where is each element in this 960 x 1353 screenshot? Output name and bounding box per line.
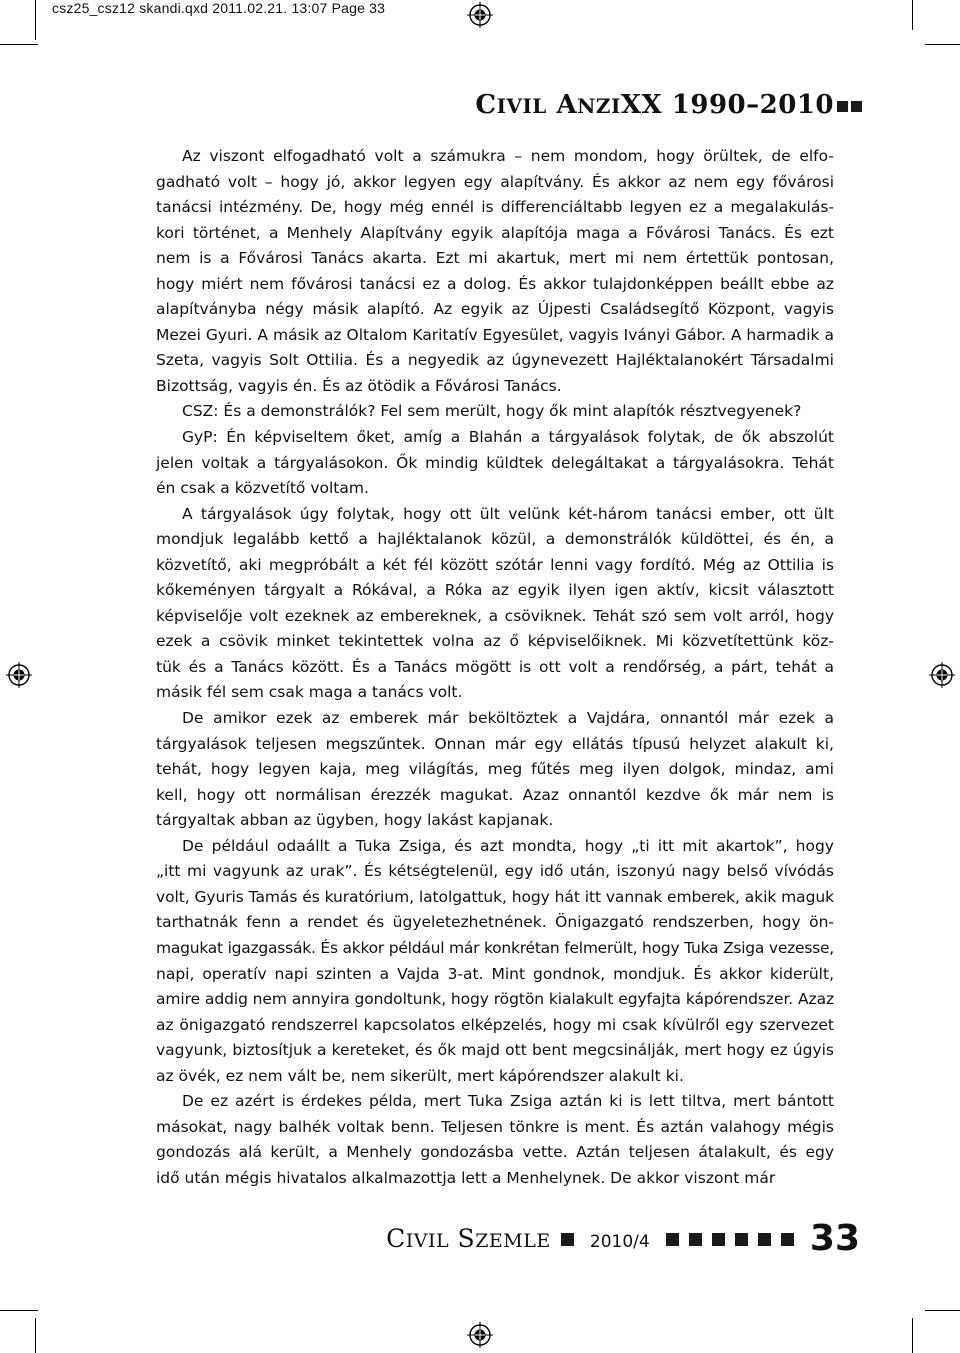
- footer-square-icon: [712, 1233, 725, 1246]
- text-line: közvetítő, aki megpróbált a két fél között szótár lenni vagy fordító. Még az Ottilia is: [156, 555, 834, 574]
- registration-mark-right-icon: [929, 662, 955, 688]
- footer-issue: 2010/4: [589, 1232, 650, 1252]
- text-line: tük és a Tanács között. És a Tanács mögött is ott volt a rendőrség, a párt, tehát a: [156, 657, 834, 676]
- text-line: A tárgyalások úgy folytak, hogy ott ült velünk két-három tanácsi ember, ott ült: [182, 504, 834, 523]
- text-line: tarthatnák fenn a rendet és ügyeletezhetnének. Önigazgató rendszerben, hogy ön-: [156, 913, 834, 932]
- paragraph: [156, 144, 834, 399]
- text-line: magukat igazgassák. És akkor például már konkrétan felmerült, hogy Tuka Zsiga vezesse,: [156, 938, 834, 957]
- text-line: jelen voltak a tárgyalásokon. Ők mindig küldtek delegáltakat a tárgyalásokra. Tehát: [156, 453, 834, 472]
- text-line: tárgyalások teljesen megszűntek. Onnan már egy ellátás típusú helyzet alakult ki,: [156, 734, 834, 753]
- footer-brand: [386, 1224, 551, 1253]
- text-line: gondozás alá került, a Menhely gondozásba vette. Aztán teljesen átalakult, és egy: [156, 1143, 834, 1162]
- text-line: másik fél sem csak maga a tanács volt.: [156, 683, 463, 702]
- text-line: „itt mi vagyunk az urak”. És kétségtelenül, egy idő után, iszonyú nagy belső vívódás: [156, 862, 834, 881]
- text-line: gadható volt – hogy jó, akkor legyen egy alapítvány. És akkor az nem egy fővárosi: [156, 172, 834, 191]
- footer-brand-c: C: [386, 1224, 406, 1253]
- text-line: Szeta, vagyis Solt Ottilia. És a negyedik az úgynevezett Hajléktalanokért Társadalmi: [156, 351, 834, 370]
- header-rest: XX 1990–2010: [620, 90, 834, 120]
- footer-brand-s: S: [457, 1224, 476, 1253]
- text-line: tehát, hogy legyen kaja, meg világítás, meg fűtés meg ilyen dolgok, mindaz, ami: [156, 760, 834, 779]
- text-line: képviselője volt ezeknek az embereknek, a csöviknek. Tehát szó sem volt arról, hogy: [156, 606, 834, 625]
- text-line: az önigazgató rendszerrel kapcsolatos elképzelés, hogy mi csak kívülről egy szervezet: [156, 1015, 834, 1034]
- crop-mark-top-right-h: [925, 44, 960, 45]
- page-footer: [386, 1218, 860, 1259]
- footer-square-icon: [781, 1233, 794, 1246]
- text-line: az övék, ez nem vált be, nem sikerült, mert kápórendszer alakult ki.: [156, 1066, 684, 1085]
- article-body: [156, 144, 834, 1191]
- text-line: amire addig nem annyira gondoltunk, hogy rögtön kialakult egyfajta kápórendszer. Azaz: [156, 990, 835, 1009]
- text-line: CSZ: És a demonstrálók? Fel sem merült, hogy ők mint alapítók résztvegyenek?: [182, 402, 802, 421]
- registration-mark-top-icon: [467, 2, 493, 28]
- footer-square-icon: [689, 1233, 702, 1246]
- header-square-icon: [851, 101, 862, 112]
- text-line: alapítványba négy másik alapító. Az egyik az Újpesti Családsegítő Központ, vagyis: [156, 300, 834, 319]
- text-line: kori történet, a Menhely Alapítvány egyik alapítója maga a Fővárosi Tanács. És ezt: [156, 223, 834, 242]
- paragraph: [156, 834, 834, 1089]
- text-line: másokat, nagy balhék voltak benn. Teljesen tönkre is ment. És aztán valahogy mégis: [156, 1117, 834, 1136]
- text-line: tárgyaltak abban az ügyben, hogy lakást kapjanak.: [156, 811, 554, 830]
- footer-square-icon: [666, 1233, 679, 1246]
- text-line: tanácsi intézmény. De, hogy még ennél is differenciáltabb legyen ez a megalakulás-: [156, 198, 834, 217]
- text-line: Mezei Gyuri. A másik az Oltalom Karitatív Egyesület, vagyis Iványi Gábor. A harmadik a: [156, 325, 834, 344]
- header-nzi: NZI: [577, 94, 621, 118]
- text-line: GyP: Én képviseltem őket, amíg a Blahán a tárgyalások folytak, de ők abszolút: [182, 428, 834, 447]
- footer-square-icon: [758, 1233, 771, 1246]
- crop-mark-top-right: [912, 0, 913, 30]
- file-slug: csz25_csz12 skandi.qxd 2011.02.21. 13:07 Page 33: [52, 0, 386, 16]
- registration-mark-left-icon: [6, 662, 32, 688]
- text-line: én csak a közvetítő voltam.: [156, 479, 369, 498]
- crop-mark-bottom-right-h: [925, 1310, 960, 1311]
- crop-mark-top-left: [35, 0, 36, 40]
- header-c: C: [475, 90, 497, 120]
- text-line: kőkeményen tárgyalt a Rókával, a Róka az egyik ilyen igen aktív, kicsit választott: [156, 581, 834, 600]
- paragraph: [156, 706, 834, 834]
- footer-square-icon: [561, 1233, 574, 1246]
- footer-square-icon: [735, 1233, 748, 1246]
- text-line: De amikor ezek az emberek már beköltöztek a Vajdára, onnantól már ezek a: [182, 709, 834, 728]
- paragraph: [156, 1089, 834, 1191]
- text-line: volt, Gyuris Tamás és kuratórium, latolgattuk, hogy hát itt vannak emberek, akik maguk: [156, 887, 834, 906]
- footer-brand-zemle: ZEMLE: [475, 1230, 551, 1252]
- paragraph: [156, 502, 834, 706]
- page-number: 33: [809, 1218, 860, 1259]
- paragraph: [156, 399, 834, 425]
- text-line: De például odaállt a Tuka Zsiga, és azt mondta, hogy „ti itt mit akartok”, hogy: [182, 836, 834, 855]
- text-line: napi, operatív napi szinten a Vajda 3-at. Mint gondnok, mondjuk. És akkor kiderült,: [156, 964, 834, 983]
- text-line: kell, hogy ott normálisan érezzék magukat. Azaz onnantól kezdve ők már nem is: [156, 785, 834, 804]
- text-line: De ez azért is érdekes példa, mert Tuka Zsiga aztán ki is lett tiltva, mert bántott: [182, 1092, 834, 1111]
- registration-mark-bottom-icon: [467, 1322, 493, 1348]
- text-line: vagyunk, biztosítjuk a kereteket, és ők majd ott bent megcsinálják, mert hogy ez úgyis: [156, 1041, 834, 1060]
- text-line: ezek a csövik minket tekintettek volna az ő képviselőiknek. Mi közvetítettünk köz-: [156, 632, 834, 651]
- text-line: idő után mégis hivatalos alkalmazottja lett a Menhelynek. De akkor viszont már: [156, 1168, 776, 1187]
- running-header: [475, 90, 862, 120]
- header-ivil: IVIL: [496, 94, 547, 118]
- text-line: mondjuk legalább kettő a hajléktalanok közül, a demonstrálók küldöttei, és én, a: [156, 530, 834, 549]
- text-line: hogy miért nem fővárosi tanácsi ez a dolog. És akkor tulajdonképpen beállt ebbe az: [156, 274, 834, 293]
- crop-mark-bottom-left-h: [0, 1310, 38, 1311]
- header-square-icon: [837, 101, 848, 112]
- paragraph: [156, 425, 834, 502]
- crop-mark-top-left-h: [0, 44, 38, 45]
- text-line: Bizottság, vagyis én. És az ötödik a Fővárosi Tanács.: [156, 376, 562, 395]
- crop-mark-bottom-left: [35, 1318, 36, 1353]
- text-line: nem is a Fővárosi Tanács akarta. Ezt mi akartuk, mert mi nem értettük pontosan,: [156, 249, 834, 268]
- crop-mark-bottom-right: [912, 1318, 913, 1353]
- text-line: Az viszont elfogadható volt a számukra – nem mondom, hogy örültek, de elfo-: [182, 147, 834, 165]
- footer-brand-ivil: IVIL: [405, 1230, 450, 1252]
- header-a: A: [556, 90, 578, 120]
